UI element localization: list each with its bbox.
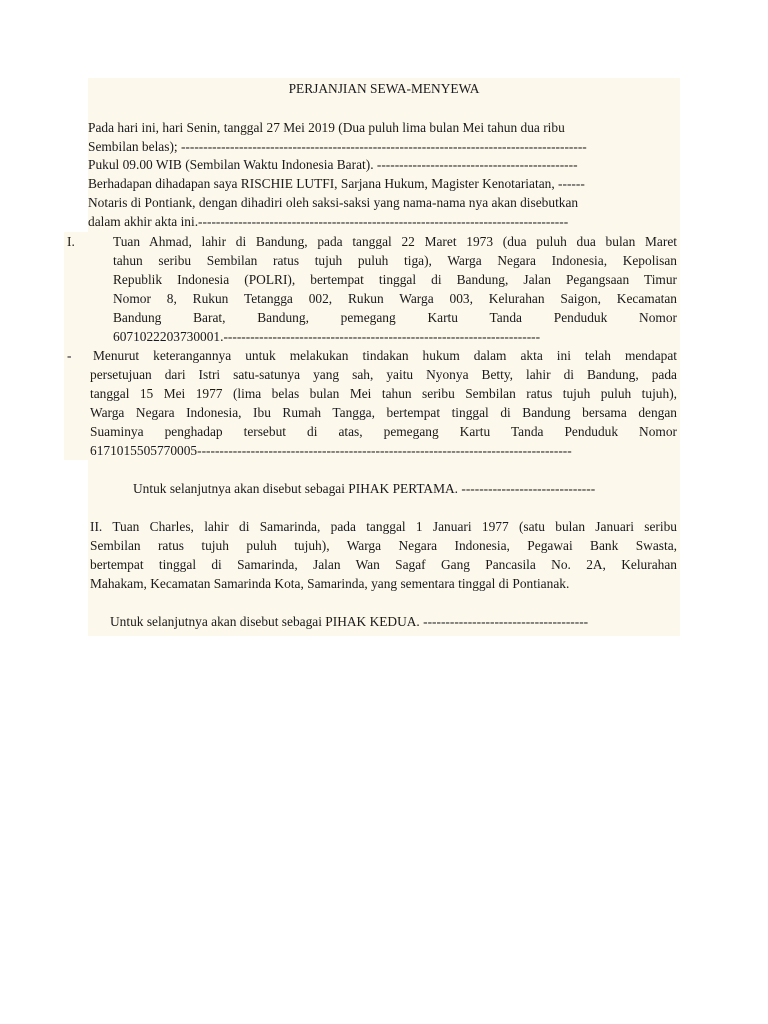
party1-line: Republik Indonesia (POLRI), bertempat tinggal di Bandung, Jalan Pegangsaan Timur xyxy=(113,272,677,287)
party1-line: tahun seribu Sembilan ratus tujuh puluh tiga), Warga Negara Indonesia, Kepolisan xyxy=(113,253,677,268)
party2-line: Mahakam, Kecamatan Samarinda Kota, Samarinda, yang sementara tinggal di Pontianak. xyxy=(90,576,570,591)
intro-line: Pukul 09.00 WIB (Sembilan Waktu Indonesia Barat). --------------------------------------------- xyxy=(88,157,578,172)
party2-line: bertempat tinggal di Samarinda, Jalan Wan Sagaf Gang Pancasila No. 2A, Kelurahan xyxy=(90,557,677,572)
consent-line: Warga Negara Indonesia, Ibu Rumah Tangga, bertempat tinggal di Bandung bersama dengan xyxy=(90,405,677,420)
consent-marker: - xyxy=(67,348,72,363)
consent-line: tanggal 15 Mei 1977 (lima belas bulan Mei tahun seribu Sembilan ratus tujuh puluh tujuh), xyxy=(90,386,677,401)
party2-line: Sembilan ratus tujuh puluh tujuh), Warga Negara Indonesia, Pegawai Bank Swasta, xyxy=(90,538,677,553)
intro-line: dalam akhir akta ini.----------------------------------------------------------------------------------- xyxy=(88,214,569,229)
consent-line: Suaminya penghadap tersebut di atas, pemegang Kartu Tanda Penduduk Nomor xyxy=(90,424,677,439)
intro-line: Berhadapan dihadapan saya RISCHIE LUTFI, Sarjana Hukum, Magister Kenotariatan, ------ xyxy=(88,176,585,191)
pihak-pertama-line: Untuk selanjutnya akan disebut sebagai PIHAK PERTAMA. ------------------------------ xyxy=(133,481,596,496)
intro-line: Sembilan belas); ------------------------------------------------------------------------------------------- xyxy=(88,139,587,154)
intro-line: Notaris di Pontiank, dengan dihadiri oleh saksi-saksi yang nama-nama nya akan disebutkan xyxy=(88,195,579,210)
party1-line: 6071022203730001.----------------------------------------------------------------------- xyxy=(113,329,541,344)
document-title: PERJANJIAN SEWA-MENYEWA xyxy=(288,81,480,96)
intro-line: Pada hari ini, hari Senin, tanggal 27 Mei 2019 (Dua puluh lima bulan Mei tahun dua ribu xyxy=(88,120,565,135)
consent-line: 6171015505770005------------------------------------------------------------------------------------ xyxy=(90,443,572,458)
pihak-kedua-line: Untuk selanjutnya akan disebut sebagai PIHAK KEDUA. ------------------------------------- xyxy=(110,614,589,629)
party1-line: Nomor 8, Rukun Tetangga 002, Rukun Warga 003, Kelurahan Saigon, Kecamatan xyxy=(113,291,677,306)
party1-line: Bandung Barat, Bandung, pemegang Kartu Tanda Penduduk Nomor xyxy=(113,310,677,325)
party1-marker: I. xyxy=(67,234,75,249)
consent-line: persetujuan dari Istri satu-satunya yang sah, yaitu Nyonya Betty, lahir di Bandung, pada xyxy=(90,367,677,382)
consent-line: Menurut keterangannya untuk melakukan tindakan hukum dalam akta ini telah mendapat xyxy=(93,348,677,363)
party1-line: Tuan Ahmad, lahir di Bandung, pada tanggal 22 Maret 1973 (dua puluh dua bulan Maret xyxy=(113,234,677,249)
party2-line: II. Tuan Charles, lahir di Samarinda, pada tanggal 1 Januari 1977 (satu bulan Januari seribu xyxy=(90,519,677,534)
